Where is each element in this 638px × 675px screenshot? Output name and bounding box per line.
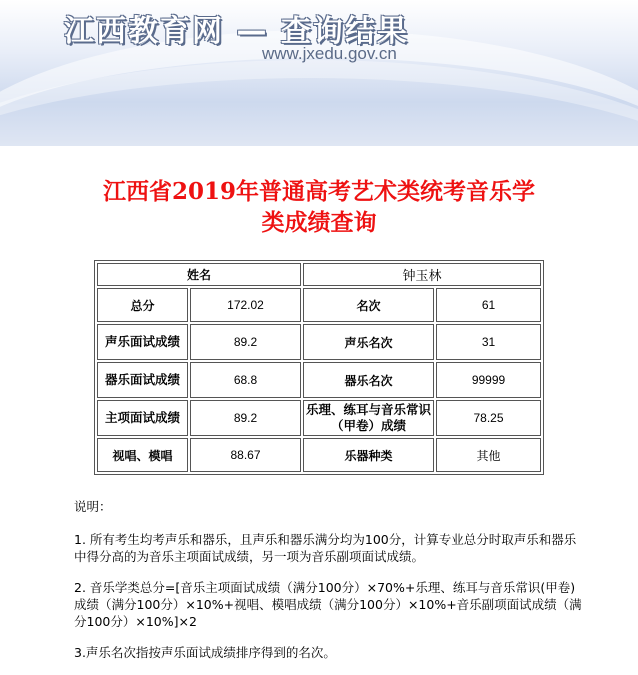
instrument-type-label: 乐器种类 <box>303 438 434 472</box>
note-item: 1. 所有考生均考声乐和器乐，且声乐和器乐满分均为100分，计算专业总分时取声乐和器乐中得分高的为音乐主项面试成绩，另一项为音乐副项面试成绩。 <box>74 532 577 564</box>
notes-section <box>74 498 584 675</box>
site-banner <box>0 0 638 146</box>
name-label: 姓名 <box>97 263 301 286</box>
table-row <box>97 324 541 360</box>
table-row <box>97 288 541 322</box>
table-row <box>97 362 541 398</box>
vocal-rank-label: 声乐名次 <box>303 324 434 360</box>
site-url: www.jxedu.gov.cn <box>262 44 397 63</box>
theory-score-value: 78.25 <box>436 400 541 436</box>
name-value: 钟玉林 <box>303 263 541 286</box>
sightsinging-score-label: 视唱、模唱 <box>97 438 188 472</box>
total-score-value: 172.02 <box>190 288 301 322</box>
theory-score-label: 乐理、练耳与音乐常识（甲卷）成绩 <box>303 400 434 436</box>
note-item: 3.声乐名次指按声乐面试成绩排序得到的名次。 <box>74 645 336 660</box>
major-score-value: 89.2 <box>190 400 301 436</box>
major-score-label: 主项面试成绩 <box>97 400 188 436</box>
rank-value: 61 <box>436 288 541 322</box>
vocal-score-value: 89.2 <box>190 324 301 360</box>
vocal-score-label: 声乐面试成绩 <box>97 324 188 360</box>
site-logo-text: 江西教育网 — 查询结果 <box>64 14 409 49</box>
sightsinging-score-value: 88.67 <box>190 438 301 472</box>
table-row <box>97 400 541 436</box>
instrument-type-value: 其他 <box>436 438 541 472</box>
notes-heading: 说明： <box>74 499 112 514</box>
rank-label: 名次 <box>303 288 434 322</box>
instrument-score-label: 器乐面试成绩 <box>97 362 188 398</box>
vocal-rank-value: 31 <box>436 324 541 360</box>
table-row <box>97 263 541 286</box>
page-title-line2: 类成绩查询 <box>261 209 377 236</box>
instrument-rank-value: 99999 <box>436 362 541 398</box>
page-title-line1: 江西省2019年普通高考艺术类统考音乐学 <box>102 178 535 205</box>
total-score-label: 总分 <box>97 288 188 322</box>
results-table <box>94 260 544 475</box>
instrument-score-value: 68.8 <box>190 362 301 398</box>
page-title <box>0 176 638 238</box>
table-row <box>97 438 541 472</box>
note-item: 2. 音乐学类总分=[音乐主项面试成绩（满分100分）×70%+乐理、练耳与音乐常识(甲卷)成绩（满分100分）×10%+视唱、模唱成绩（满分100分）×10%+音乐副项面试成绩（满分100分）×10%]×2 <box>74 580 582 629</box>
instrument-rank-label: 器乐名次 <box>303 362 434 398</box>
